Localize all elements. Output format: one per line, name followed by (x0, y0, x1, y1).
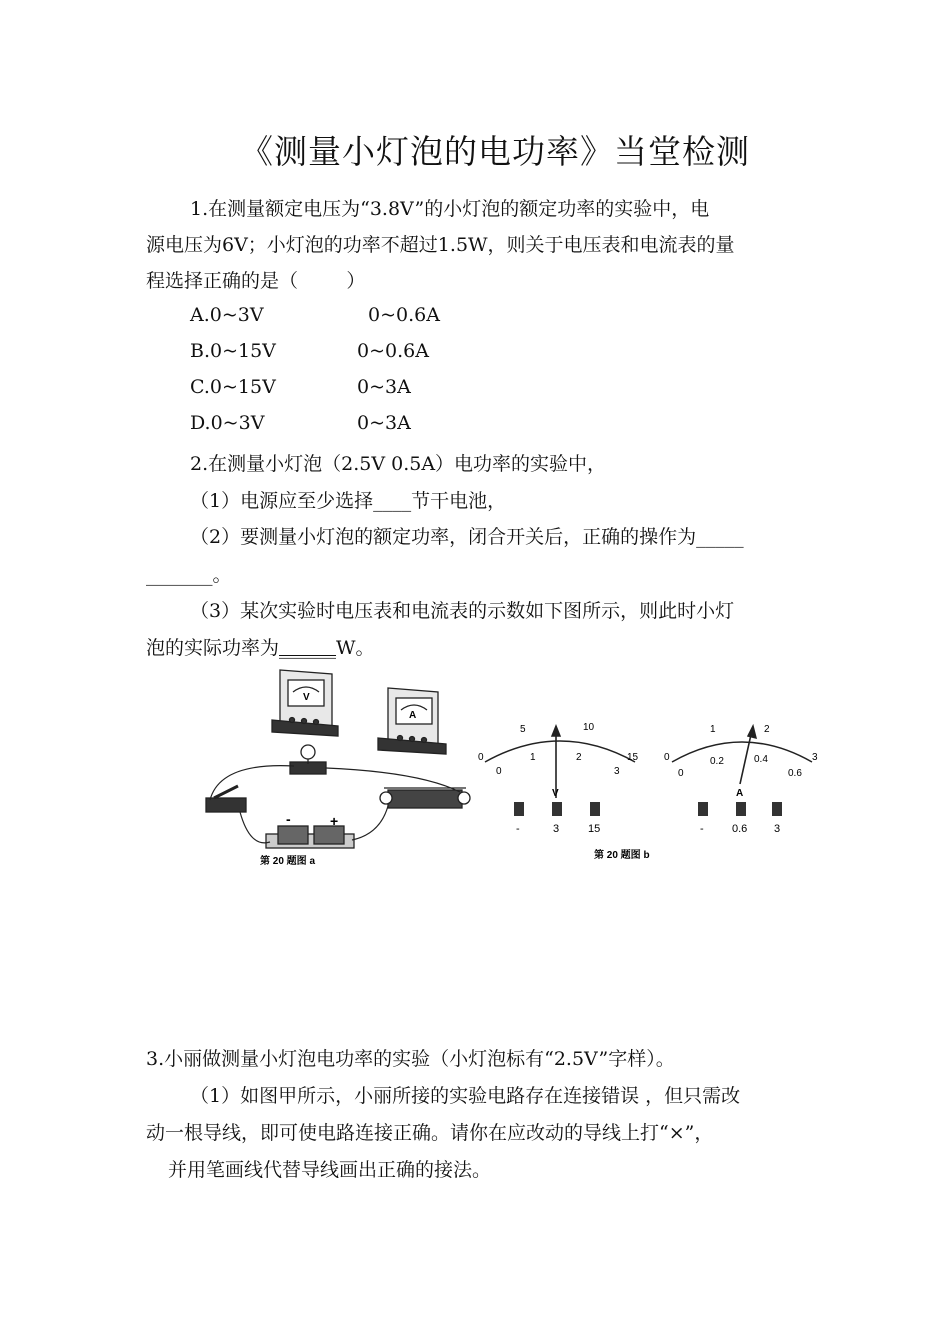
figure-caption-a: 第 20 题图 a (260, 856, 316, 867)
voltmeter-terminal-15: 15 (588, 823, 601, 835)
voltmeter-scale-top-10: 10 (583, 722, 595, 733)
ammeter-scale-top-2: 2 (764, 724, 770, 735)
q2-part-2-text: （2）要测量小灯泡的额定功率，闭合开关后，正确的操作为 (190, 526, 697, 548)
ammeter-terminal-3: 3 (774, 823, 781, 835)
voltmeter-device (272, 670, 338, 736)
voltmeter-terminals (514, 802, 600, 816)
battery-plus: + (330, 813, 339, 829)
voltmeter-terminal-minus: - (516, 823, 520, 835)
voltmeter-scale-bottom-2: 2 (576, 752, 582, 763)
q1-option-d-label: D.0~3V (190, 412, 265, 434)
ammeter-scale-top-0: 0 (664, 752, 670, 763)
q2-part-2 (190, 522, 744, 549)
lamp (290, 745, 326, 774)
ammeter-device (378, 688, 446, 754)
voltmeter-scale-top-0: 0 (478, 752, 484, 763)
q1-option-b-label: B.0~15V (190, 340, 276, 362)
q1-option-d-value: 0~3A (357, 412, 411, 434)
q3-line-4: 并用笔画线代替导线画出正确的接法。 (168, 1159, 492, 1181)
q2-part-2-continuation (146, 560, 232, 587)
q1-option-c-value: 0~3A (357, 376, 411, 398)
q2-part-1 (190, 486, 506, 513)
q2-part-2-end: 。 (212, 564, 232, 586)
voltmeter-scale-letter: V (552, 788, 559, 799)
voltmeter-scale-bottom-3: 3 (614, 766, 620, 777)
q3-line-3: 动一根导线，即可使电路连接正确。请你在应改动的导线上打“×”， (146, 1122, 714, 1144)
voltmeter-terminal-3: 3 (553, 823, 560, 835)
q1-line-1: 1.在测量额定电压为“3.8V”的小灯泡的额定功率的实验中，电 (190, 198, 710, 220)
ammeter-scale-bottom-06: 0.6 (788, 768, 802, 779)
q2-part-3-line-2 (146, 633, 375, 660)
figure-caption-b: 第 20 题图 b (594, 850, 650, 861)
q2-part-3-blank[interactable]: ______ (279, 637, 337, 659)
q1-option-c-label: C.0~15V (190, 376, 276, 398)
q2-intro: 2.在测量小灯泡（2.5V 0.5A）电功率的实验中， (190, 453, 607, 475)
rheostat (380, 788, 470, 808)
voltmeter-scale-top-5: 5 (520, 724, 526, 735)
voltmeter-scale (485, 726, 635, 798)
ammeter-scale-top-3: 3 (812, 752, 818, 763)
q2-part-3-text: 泡的实际功率为 (146, 637, 280, 659)
experiment-figure (180, 662, 830, 877)
ammeter-scale-bottom-0: 0 (678, 768, 684, 779)
q3-line-1: 3.小丽做测量小灯泡电功率的实验（小灯泡标有“2.5V”字样）。 (146, 1048, 675, 1070)
q1-option-a-label: A.0~3V (190, 304, 264, 326)
q2-part-1-blank[interactable]: ____ (373, 490, 412, 512)
ammeter-terminals (698, 802, 782, 816)
q1-line-3: 程选择正确的是（ ） (146, 270, 366, 292)
q1-line-2: 源电压为6V；小灯泡的功率不超过1.5W，则关于电压表和电流表的量 (146, 234, 735, 256)
q2-part-2-blank-cont[interactable]: _______ (146, 564, 213, 586)
ammeter-terminal-06: 0.6 (732, 823, 748, 835)
q1-option-b-value: 0~0.6A (357, 340, 429, 362)
voltmeter-scale-bottom-0: 0 (496, 766, 502, 777)
ammeter-scale-bottom-04: 0.4 (754, 754, 768, 765)
q2-part-2-blank[interactable]: _____ (696, 526, 744, 548)
q3-line-2: （1）如图甲所示，小丽所接的实验电路存在连接错误 ，但只需改 (190, 1085, 741, 1107)
ammeter-scale-bottom-02: 0.2 (710, 756, 724, 767)
q2-part-3-line-1: （3）某次实验时电压表和电流表的示数如下图所示，则此时小灯 (190, 600, 735, 622)
ammeter-terminal-minus: - (700, 823, 704, 835)
switch (206, 786, 246, 812)
voltmeter-device-letter: V (303, 692, 310, 703)
q1-option-a-value: 0~0.6A (368, 304, 440, 326)
page-title: 《测量小灯泡的电功率》当堂检测 (240, 132, 750, 171)
voltmeter-scale-bottom-1: 1 (530, 752, 536, 763)
ammeter-device-letter: A (409, 710, 417, 721)
ammeter-scale-letter: A (736, 788, 744, 799)
q2-part-3-unit: W。 (336, 637, 375, 659)
battery (266, 826, 354, 848)
voltmeter-scale-top-15: 15 (627, 752, 639, 763)
q2-part-1-text: （1）电源应至少选择 (190, 490, 374, 512)
q2-part-1-tail: 节干电池， (411, 490, 507, 512)
ammeter-scale-top-1: 1 (710, 724, 716, 735)
battery-minus: - (286, 811, 291, 827)
